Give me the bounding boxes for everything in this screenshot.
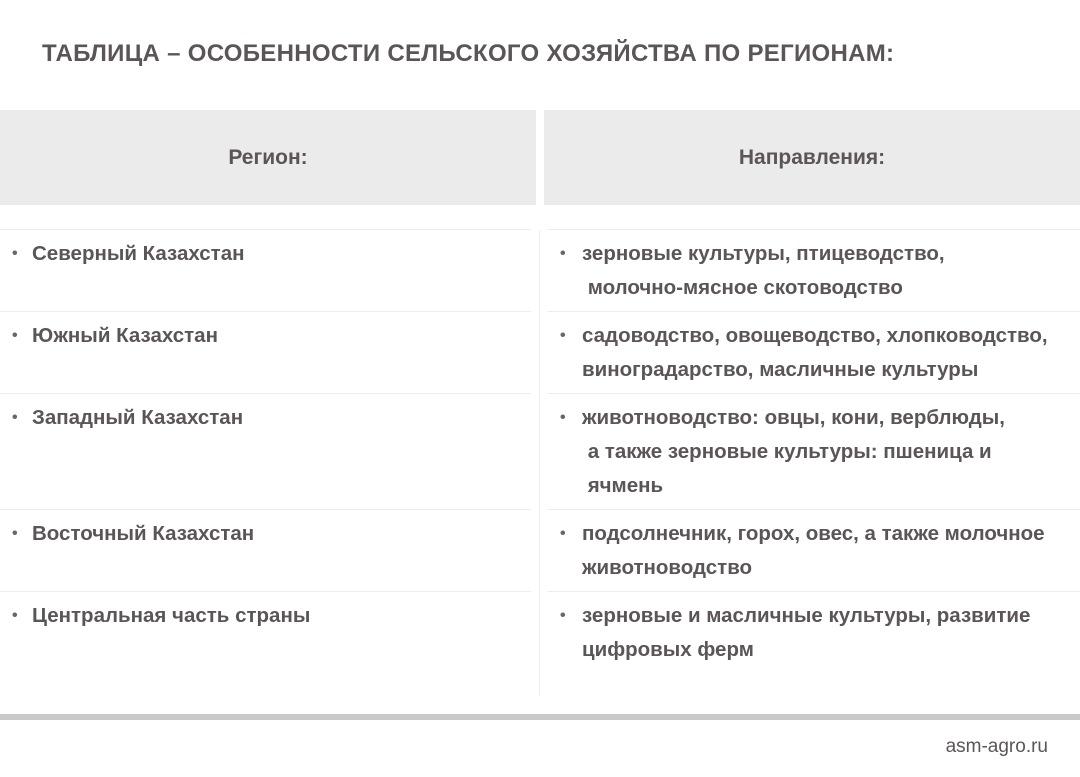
row-divider <box>548 591 1080 592</box>
row-divider <box>548 311 1080 312</box>
bullet-icon: • <box>560 607 566 624</box>
direction-line: цифровых ферм <box>582 638 754 661</box>
row-divider <box>0 591 531 592</box>
header-region: Регион: <box>0 110 536 205</box>
region-name: Западный Казахстан <box>32 406 244 429</box>
region-name: Центральная часть страны <box>32 604 311 627</box>
row-divider <box>548 229 1080 230</box>
column-divider <box>539 230 540 696</box>
row-divider <box>0 229 531 230</box>
direction-line: подсолнечник, горох, овес, а также молочное <box>582 522 1045 545</box>
bullet-icon: • <box>560 409 566 426</box>
site-link[interactable]: asm-agro.ru <box>945 736 1048 757</box>
direction-line: а также зерновые культуры: пшеница и <box>582 440 992 463</box>
bullet-icon: • <box>560 327 566 344</box>
row-divider <box>0 509 531 510</box>
direction-line: зерновые культуры, птицеводство, <box>582 242 945 265</box>
bullet-icon: • <box>12 409 18 426</box>
direction-line: животноводство: овцы, кони, верблюды, <box>582 406 1005 429</box>
direction-line: виноградарство, масличные культуры <box>582 358 979 381</box>
bullet-icon: • <box>12 327 18 344</box>
direction-line: ячмень <box>582 474 664 497</box>
region-name: Восточный Казахстан <box>32 522 255 545</box>
direction-line: молочно-мясное скотоводство <box>582 276 903 299</box>
direction-line: зерновые и масличные культуры, развитие <box>582 604 1031 627</box>
row-divider <box>0 311 531 312</box>
direction-line: садоводство, овощеводство, хлопководство, <box>582 324 1048 347</box>
footer-divider <box>0 714 1080 720</box>
bullet-icon: • <box>12 245 18 262</box>
bullet-icon: • <box>12 525 18 542</box>
page-title: ТАБЛИЦА – ОСОБЕННОСТИ СЕЛЬСКОГО ХОЗЯЙСТВА ПО РЕГИОНАМ: <box>42 40 895 67</box>
region-name: Северный Казахстан <box>32 242 245 265</box>
region-name: Южный Казахстан <box>32 324 218 347</box>
row-divider <box>0 393 531 394</box>
row-divider <box>548 393 1080 394</box>
bullet-icon: • <box>12 607 18 624</box>
header-directions: Направления: <box>544 110 1080 205</box>
bullet-icon: • <box>560 525 566 542</box>
direction-line: животноводство <box>582 556 753 579</box>
bullet-icon: • <box>560 245 566 262</box>
row-divider <box>548 509 1080 510</box>
